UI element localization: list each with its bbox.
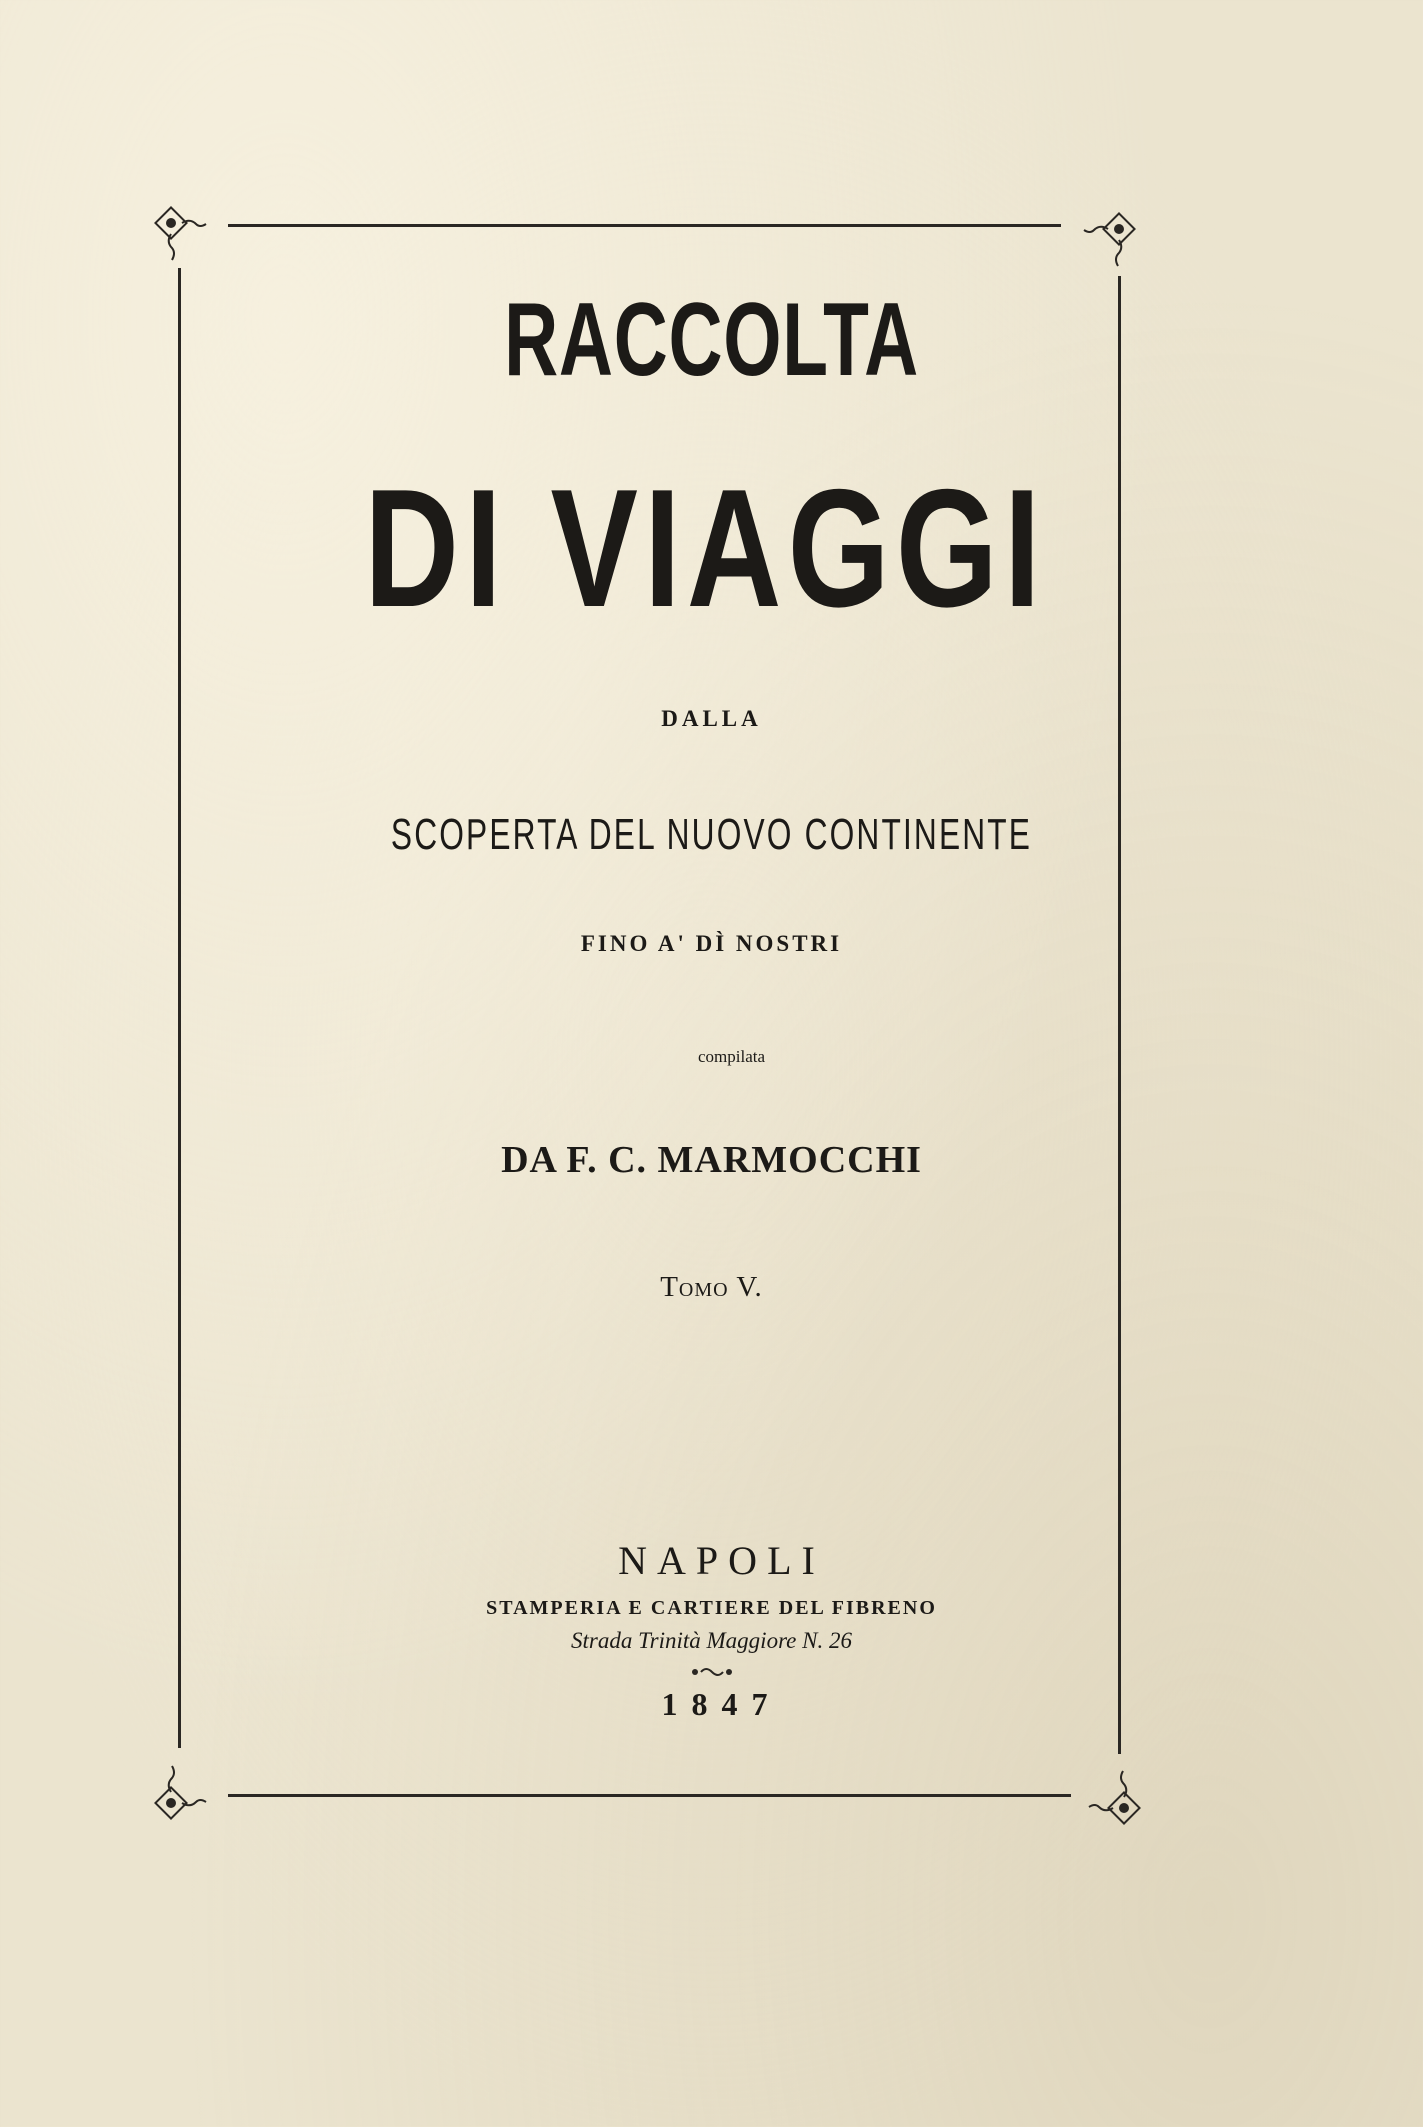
- title-line-1: RACCOLTA: [504, 282, 919, 398]
- imprint-printer: STAMPERIA E CARTIERE DEL FIBRENO: [486, 1597, 937, 1619]
- subtitle-scoperta: SCOPERTA DEL NUOVO CONTINENTE: [390, 810, 1033, 859]
- corner-ornament-top-left-icon: [150, 198, 220, 268]
- author-name: DA F. C. MARMOCCHI: [501, 1139, 922, 1181]
- title-line-2: DI VIAGGI: [364, 454, 1047, 642]
- frame-bottom-rule: [228, 1794, 1071, 1797]
- corner-ornament-bottom-left-icon: [150, 1758, 220, 1828]
- frame-top-rule: [228, 224, 1061, 227]
- credit-compilata: compilata: [697, 1047, 766, 1066]
- divider-ornament-icon: [0, 1665, 1423, 1684]
- subtitle-fino: FINO A' DÌ NOSTRI: [580, 931, 843, 956]
- corner-ornament-top-right-icon: [1070, 204, 1140, 274]
- volume-number: Tomo V.: [660, 1271, 763, 1303]
- corner-ornament-bottom-right-icon: [1075, 1763, 1145, 1833]
- imprint-city: NAPOLI: [618, 1538, 825, 1583]
- imprint-year: 1847: [661, 1686, 782, 1722]
- subtitle-dalla: DALLA: [661, 706, 762, 731]
- imprint-address: Strada Trinità Maggiore N. 26: [571, 1628, 852, 1653]
